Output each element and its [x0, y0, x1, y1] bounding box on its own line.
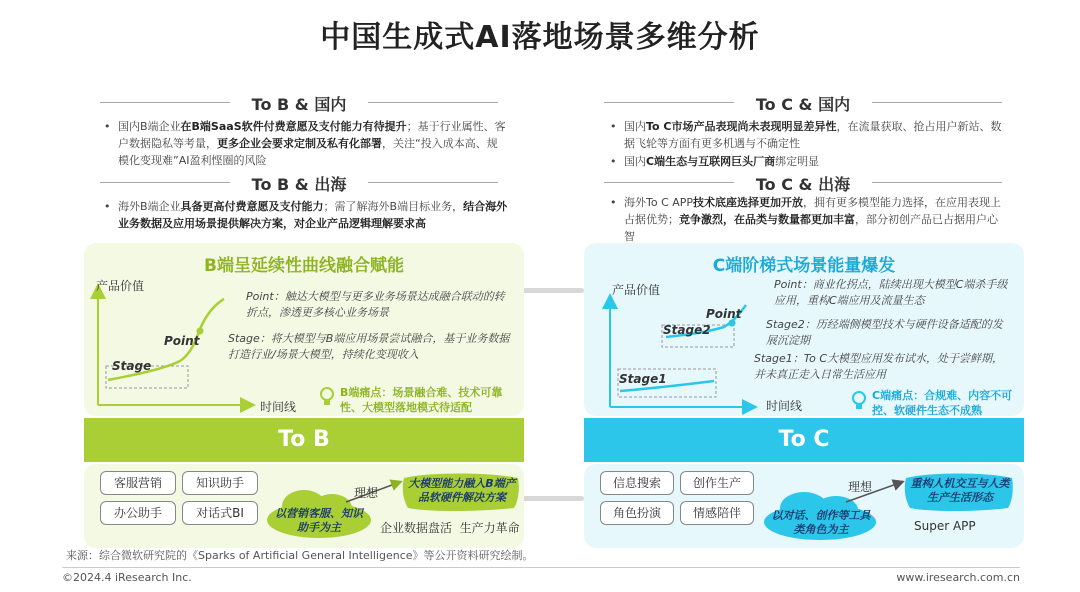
panel-b-point-note: Point：触达大模型与更多业务场景达成融合联动的转折点，渗透更多核心业务场景: [246, 290, 505, 319]
section-heading-toc-domestic: To C & 国内: [604, 92, 1002, 112]
panel-b-y-axis-label: 产品价值: [96, 279, 145, 293]
tob-tag: 对话式BI: [182, 501, 258, 525]
tob-tag: 客服营销: [100, 471, 176, 495]
toc-overseas-text: • 海外To C APP技术底座选择更加开放，拥有更多模型能力选择，在应用表现上占据优势；竞争激烈，在品类与数量都更加丰富，部分初创产品已占据用户心智: [610, 196, 1002, 243]
panel-c-stage1-note: Stage1：To C大模型应用发布试水，处于尝鲜期，并未真正走入日常生活应用: [754, 352, 1004, 381]
tob-tag: 办公助手: [100, 501, 176, 525]
tob-band: To B: [84, 418, 524, 462]
toc-sub-target: Super APP: [914, 519, 976, 533]
panel-b-stage-label: Stage: [112, 359, 152, 373]
panel-b-x-axis-label: 时间线: [260, 400, 297, 414]
panel-c-stage2-note: Stage2：历经端侧模型技术与硬件设备适配的发展沉淀期: [766, 318, 1003, 347]
lightbulb-icon: [318, 386, 336, 408]
panel-c-point-note: Point：商业化拐点，陆续出现大模型C端杀手级应用，重构C端应用及流量生态: [774, 278, 1008, 307]
panel-c-pain-points: C端痛点：合规难、内容不可控、软硬件生态不成熟: [872, 389, 1013, 417]
panel-c-x-axis-label: 时间线: [766, 399, 803, 413]
page-title: 中国生成式AI落地场景多维分析: [320, 20, 760, 55]
tob-tag: 知识助手: [182, 471, 258, 495]
panel-b-stage-note: Stage：将大模型与B端应用场景尝试融合，基于业务数据打造行业/场景大模型，持续化变现收入: [228, 332, 510, 361]
toc-tag: 创作生产: [680, 471, 754, 495]
panel-c-point-label: Point: [706, 307, 742, 321]
section-heading-toc-overseas: To C & 出海: [604, 172, 1002, 192]
tob-sub-targets: 企业数据盘活 生产力革命: [380, 521, 520, 535]
panel-b-point-label: Point: [164, 334, 200, 348]
copyright: ©2024.4 iResearch Inc.: [62, 571, 192, 584]
toc-tag: 情感陪伴: [680, 501, 754, 525]
source-note: 来源：综合微软研究院的《Sparks of Artificial General Intelligence》等公开资料研究绘制。: [66, 549, 534, 562]
panel-connector-bottom: [522, 496, 584, 501]
panel-c-stage1-label: Stage1: [619, 372, 667, 386]
panel-b-title: B端呈延续性曲线融合赋能: [204, 256, 404, 276]
tob-domestic-text: • 国内B端企业在B端SaaS软件付费意愿及支付能力有待提升；基于行业属性、客户数据隐私等考量，更多企业会要求定制及私有化部署，关注“投入成本高、规模化变现难”AI盈利悭圈的风险: [104, 120, 506, 167]
tob-overseas-text: • 海外B端企业具备更高付费意愿及支付能力；需了解海外B端目标业务，结合海外业务数据及应用场景提供解决方案，对企业产品逻辑理解要求高: [104, 200, 508, 230]
tob-ideal-target: 大模型能力融入B端产品软硬件解决方案: [408, 477, 516, 504]
section-heading-tob-overseas: To B & 出海: [100, 172, 498, 192]
footer-divider: [62, 567, 1020, 568]
panel-b-pain-points: B端痛点：场景融合难、技术可靠性、大模型落地模式待适配: [340, 386, 503, 414]
panel-c-stage2-label: Stage2: [663, 323, 711, 337]
toc-ideal-label: 理想: [848, 480, 873, 494]
toc-cloud-text: 以对话、创作等工具类角色为主: [771, 509, 871, 536]
lightbulb-icon: [850, 390, 868, 412]
panel-connector-top: [522, 288, 584, 293]
toc-domestic-text-1: • 国内To C市场产品表现尚未表现明显差异性，在流量获取、抢占用户新站、数据飞轮等方面有更多机遇与不确定性: [610, 120, 1002, 150]
toc-ideal-target: 重构人机交互与人类生产生活形态: [910, 477, 1010, 504]
section-heading-tob-domestic: To B & 国内: [100, 92, 498, 112]
toc-band: To C: [584, 418, 1024, 462]
panel-c-title: C端阶梯式场景能量爆发: [712, 256, 896, 276]
toc-domestic-text-2: • 国内C端生态与互联网巨头厂商绑定明显: [610, 155, 820, 168]
toc-tag: 角色扮演: [600, 501, 674, 525]
website: www.iresearch.com.cn: [896, 571, 1020, 584]
toc-tag: 信息搜索: [600, 471, 674, 495]
tob-cloud-text: 以营销客服、知识助手为主: [275, 507, 363, 534]
panel-c-y-axis-label: 产品价值: [612, 283, 661, 297]
tob-ideal-label: 理想: [354, 486, 379, 500]
